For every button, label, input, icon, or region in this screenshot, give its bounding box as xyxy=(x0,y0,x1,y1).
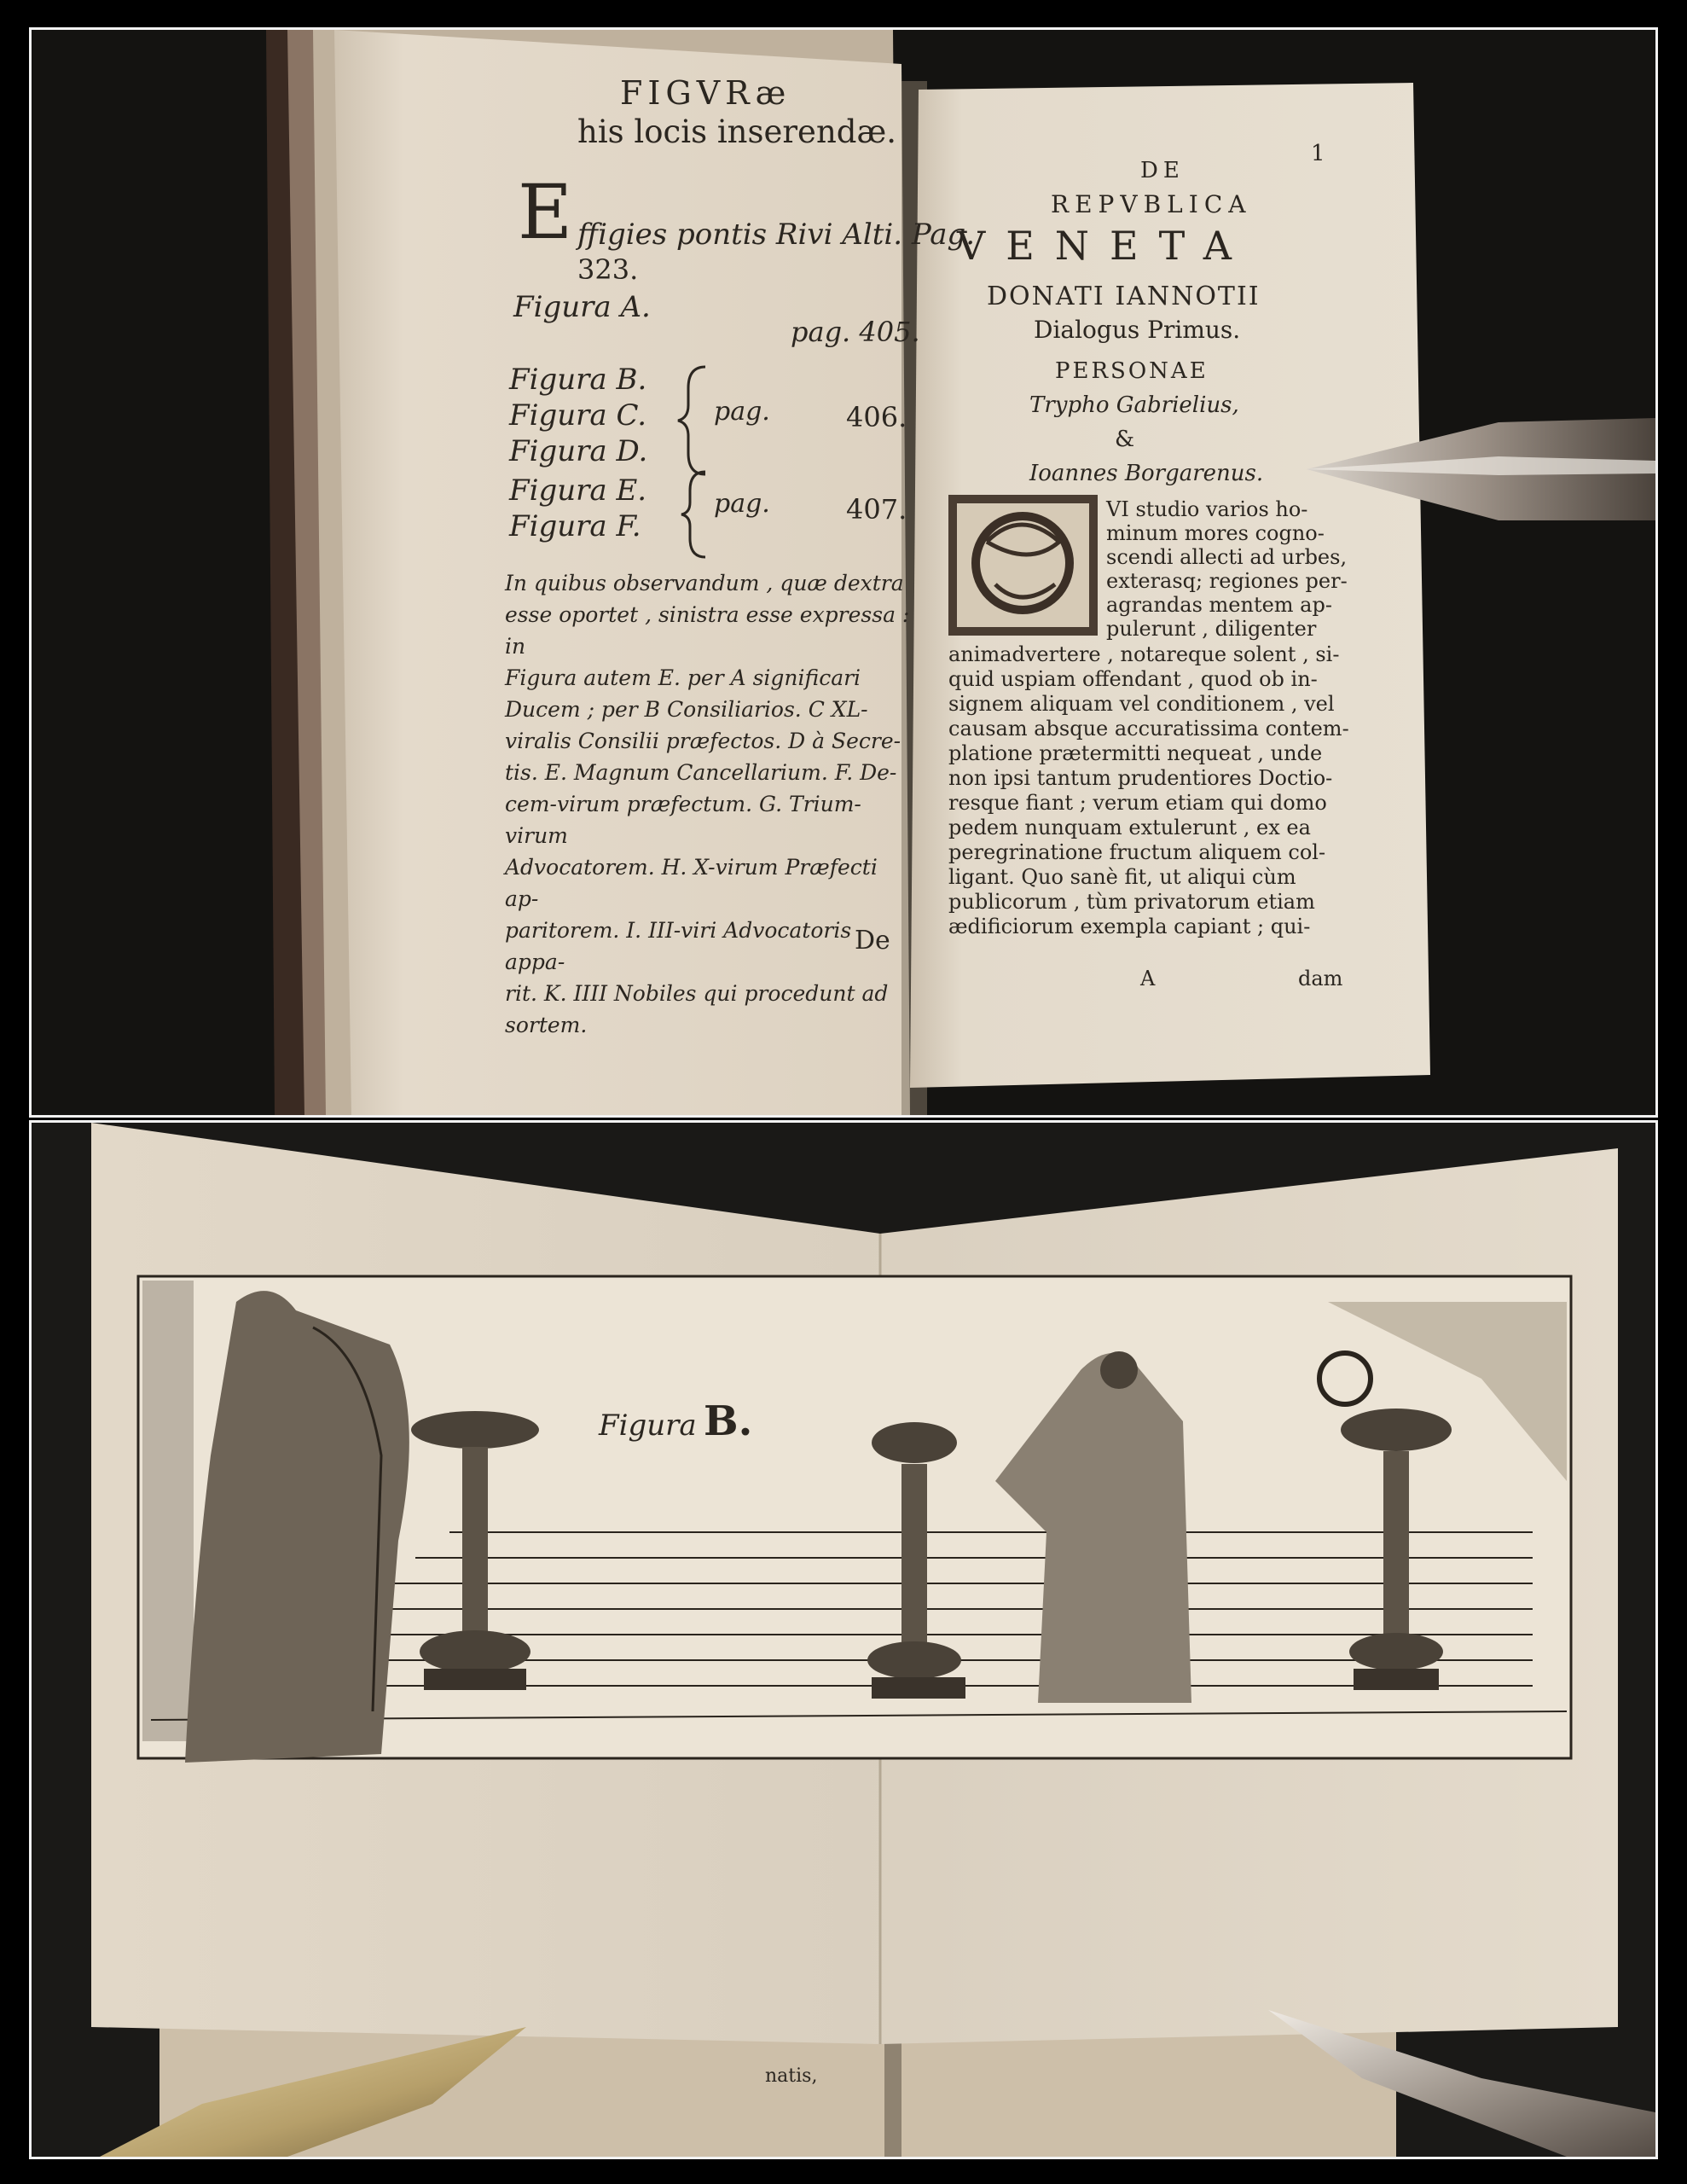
text-line: platione prætermitti nequeat , unde xyxy=(948,741,1323,765)
note-line: cem-virum præfectum. G. Trium-virum xyxy=(505,792,861,848)
text-line: quid uspiam offendant , quod ob in- xyxy=(948,667,1318,691)
text-line: animadvertere , notareque solent , si- xyxy=(948,642,1340,666)
effigies-page: 323. xyxy=(577,253,639,286)
figura-b: Figura B. xyxy=(509,363,647,397)
person-1: Trypho Gabrielius, xyxy=(1029,392,1239,418)
left-catchword: De xyxy=(855,926,890,956)
urn-left xyxy=(411,1411,539,1449)
text-line: publicorum , tùm privatorum etiam xyxy=(948,890,1315,914)
note-line: rit. K. IIII Nobiles qui procedunt ad xyxy=(505,981,889,1006)
right-body-block xyxy=(948,642,1392,939)
right-page-number: 1 xyxy=(1311,141,1325,166)
title-veneta: VENETA xyxy=(957,223,1253,269)
note-line: paritorem. I. III-viri Advocatoris appa- xyxy=(505,918,852,974)
text-line: causam absque accuratissima contem- xyxy=(948,717,1349,741)
title-republica: REPVBLICA xyxy=(1051,190,1252,218)
text-line: scendi allecti ad urbes, xyxy=(1106,545,1348,569)
right-catchword: dam xyxy=(1298,967,1343,990)
figura-a: Figura A. xyxy=(513,290,651,324)
person-2: Ioannes Borgarenus. xyxy=(1029,461,1264,486)
text-line: minum mores cogno- xyxy=(1106,521,1325,545)
figura-c: Figura C. xyxy=(509,398,647,433)
ampersand: & xyxy=(1115,427,1135,452)
foldout-shapes xyxy=(32,1123,1655,2157)
left-drop-cap: E xyxy=(518,168,573,256)
left-title-line2: his locis inserendæ. xyxy=(577,113,897,150)
text-line: ædificiorum exempla capiant ; qui- xyxy=(948,915,1311,938)
pag-bcd: pag. xyxy=(714,397,770,427)
left-note-block xyxy=(505,567,914,1041)
note-line: Ducem ; per B Consiliarios. C XL- xyxy=(505,697,868,722)
text-line: pedem nunquam extulerunt , ex ea xyxy=(948,816,1311,839)
author-name: DONATI IANNOTII xyxy=(987,282,1261,311)
urn-right xyxy=(1341,1409,1452,1451)
page-406: 406. xyxy=(846,401,907,433)
signature-mark: A xyxy=(1140,967,1156,990)
note-line: sortem. xyxy=(505,1013,588,1037)
text-line: non ipsi tantum prudentiores Doctio- xyxy=(948,766,1333,790)
text-line: agrandas mentem ap- xyxy=(1106,593,1332,617)
left-title-line1: FIGVRæ xyxy=(620,74,791,112)
figura-e: Figura E. xyxy=(509,473,647,508)
figura-d: Figura D. xyxy=(509,434,648,468)
figura-label-prefix: Figura xyxy=(599,1409,697,1443)
text-line: exterasq; regiones per- xyxy=(1106,569,1348,593)
note-line: tis. E. Magnum Cancellarium. F. De- xyxy=(505,760,897,785)
text-line: peregrinatione fructum aliquem col- xyxy=(948,840,1326,864)
figura-f: Figura F. xyxy=(509,509,641,543)
title-de: DE xyxy=(1140,158,1185,183)
top-photo-panel xyxy=(29,27,1658,1118)
right-indented-block xyxy=(1106,497,1362,641)
text-line: pulerunt , diligenter xyxy=(1106,617,1317,641)
urn-center xyxy=(872,1422,957,1463)
text-line: resque fiant ; verum etiam qui domo xyxy=(948,791,1327,815)
dialogus: Dialogus Primus. xyxy=(1034,316,1241,344)
note-line: Figura autem E. per A significari xyxy=(505,665,861,690)
text-line: VI studio varios ho- xyxy=(1106,497,1308,521)
note-line: esse oportet , sinistra esse expressa : in xyxy=(505,602,910,659)
bottom-photo-panel xyxy=(29,1120,1658,2159)
figura-label-letter: B. xyxy=(704,1397,753,1445)
note-line: Advocatorem. H. X-virum Præfecti ap- xyxy=(505,855,878,911)
personae: PERSONAE xyxy=(1055,358,1209,384)
text-below-foldout: natis, xyxy=(765,2065,818,2087)
pag-ef: pag. xyxy=(714,489,770,519)
text-line: ligant. Quo sanè fit, ut aliqui cùm xyxy=(948,865,1296,889)
note-line: viralis Consilii præfectos. D à Secre- xyxy=(505,729,901,753)
effigies-text: ffigies pontis Rivi Alti. Pag. xyxy=(577,218,976,252)
text-line: signem aliquam vel conditionem , vel xyxy=(948,692,1335,716)
page-405: pag. 405. xyxy=(791,316,920,348)
page-407: 407. xyxy=(846,493,907,526)
note-line: In quibus observandum , quæ dextra xyxy=(505,571,904,595)
